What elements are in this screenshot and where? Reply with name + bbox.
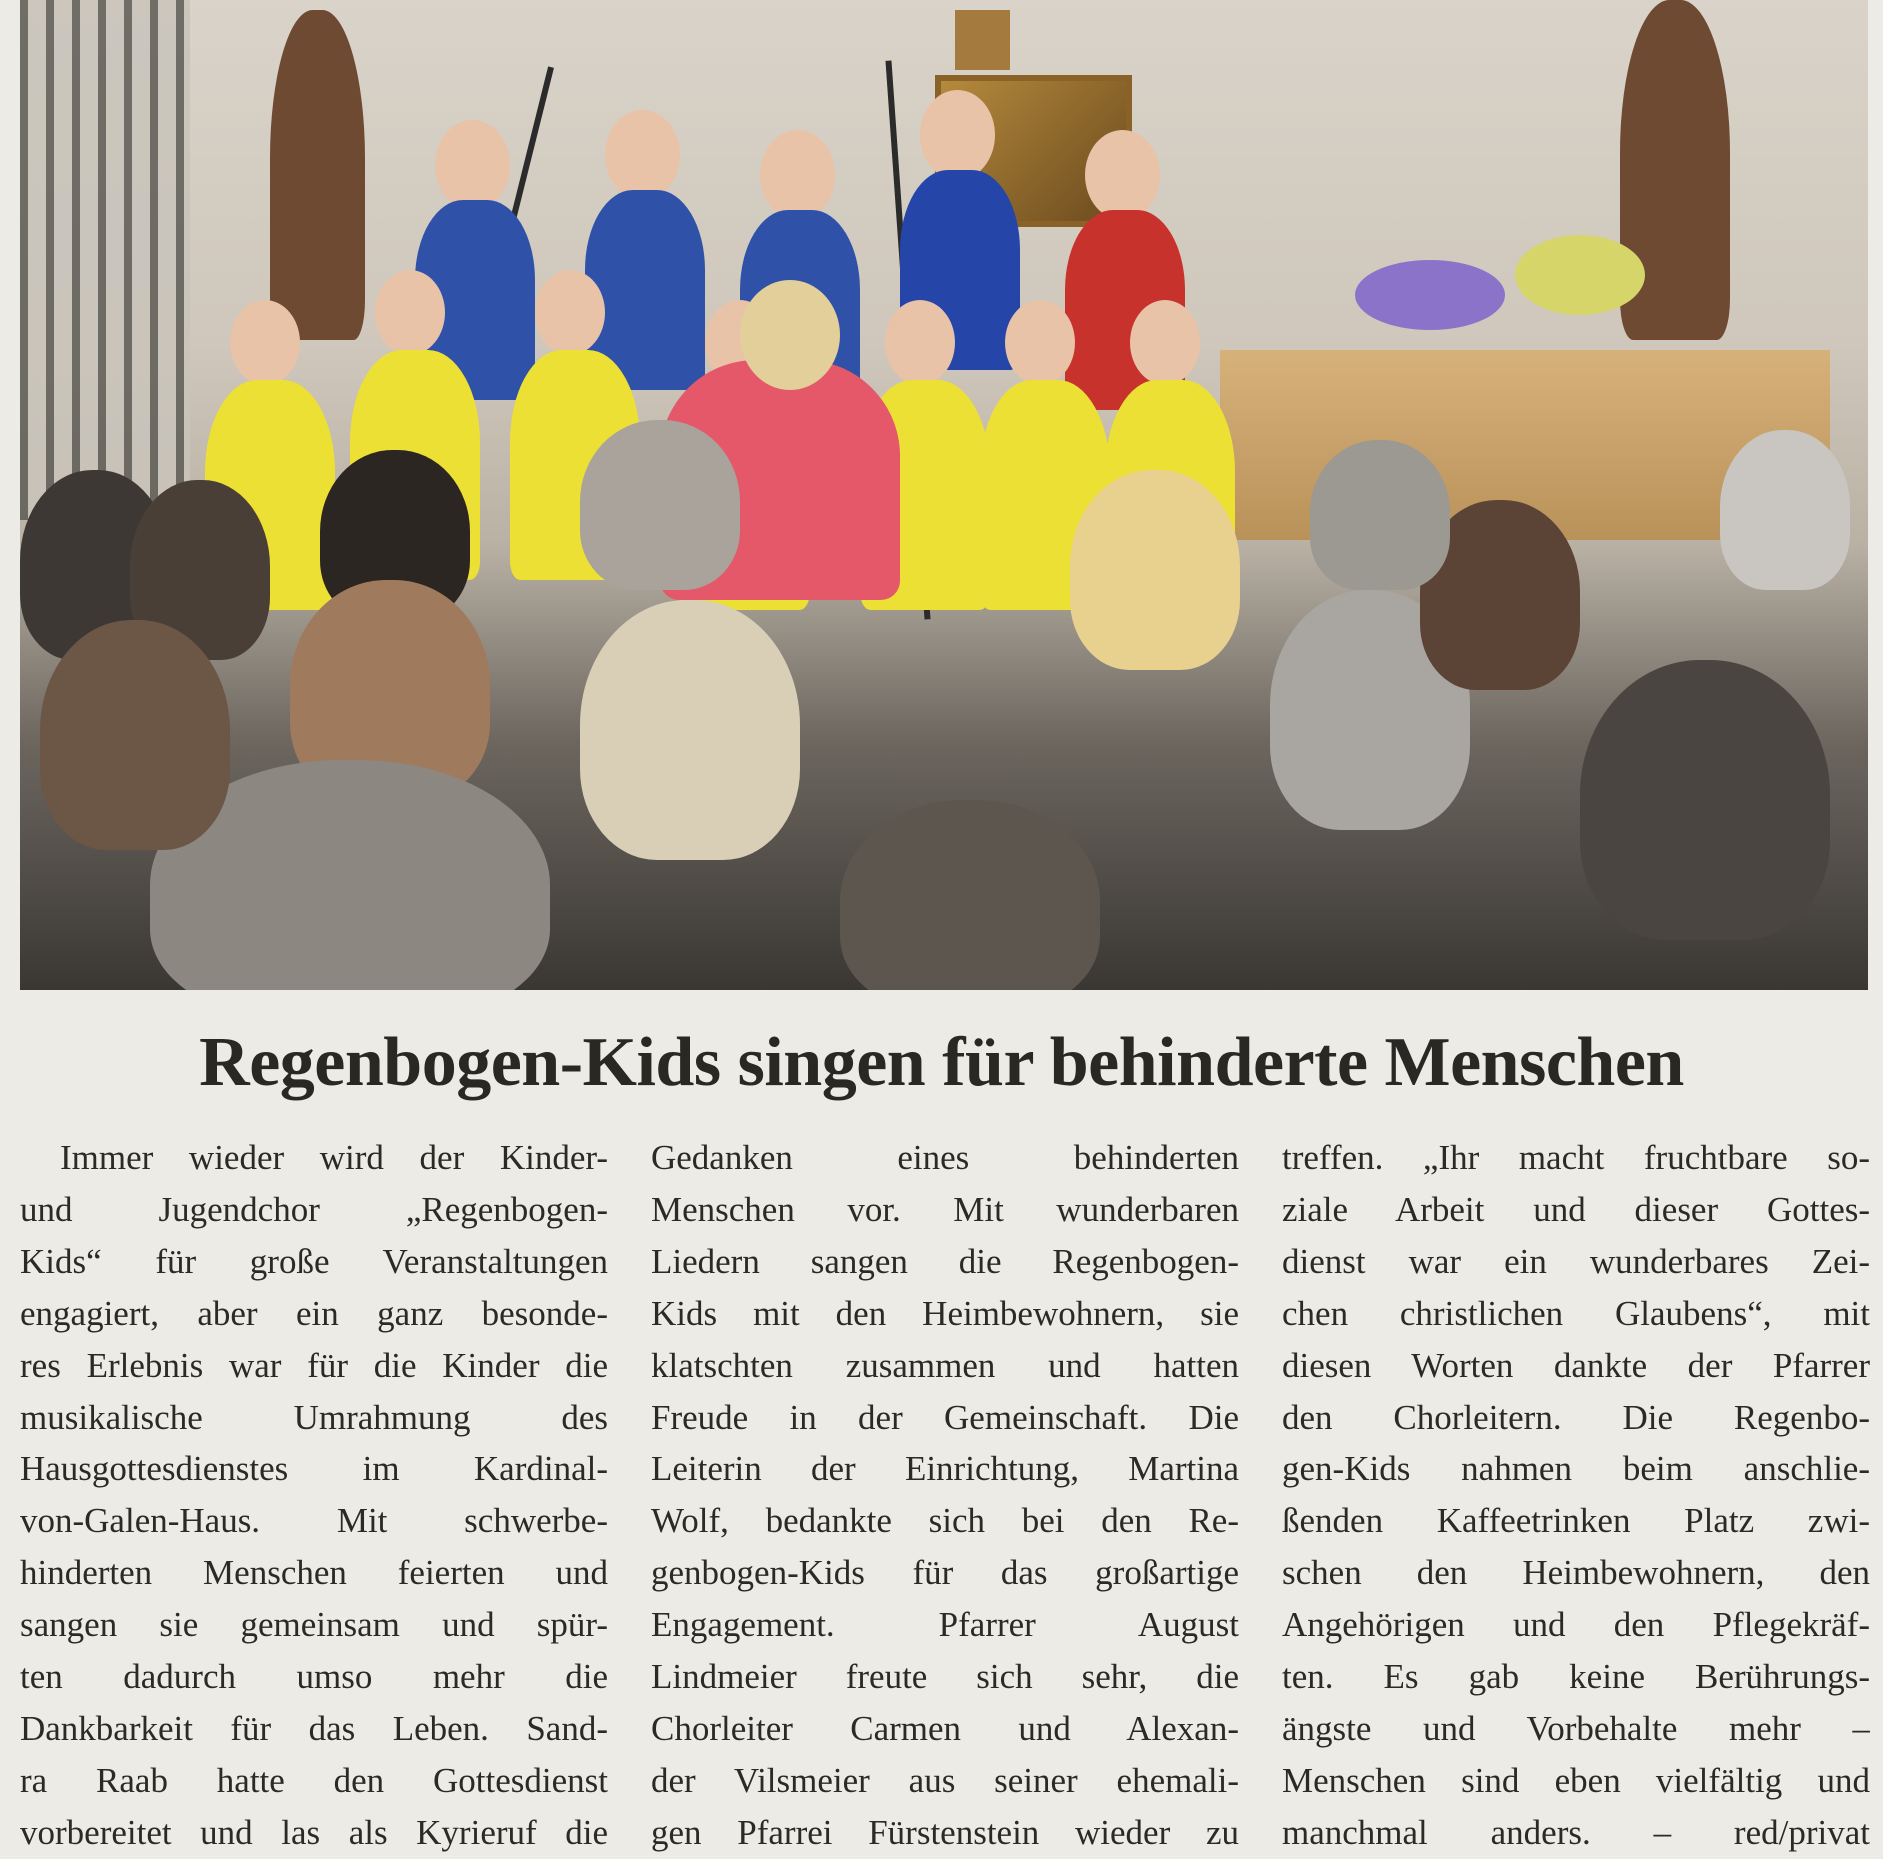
article-text-line: chen christlichen Glaubens“, mit [1282, 1293, 1870, 1333]
photo-singer-head [1130, 300, 1200, 385]
choir-performance-photo [20, 0, 1868, 990]
article-text-line: Kids“ für große Veranstaltungen [20, 1241, 608, 1281]
article-text-line: ten dadurch umso mehr die [20, 1657, 608, 1697]
photo-singer-head [885, 300, 955, 385]
photo-singer-head [920, 90, 995, 180]
photo-conductor-head [740, 280, 840, 390]
article-column-2 [651, 1132, 1239, 1859]
article-text-line: manchmal anders. – red/privat [1282, 1812, 1870, 1852]
photo-altar-cross [955, 10, 1010, 70]
article-text-line: res Erlebnis war für die Kinder die [20, 1345, 608, 1385]
article-text-line: Gedanken eines behinderten [651, 1138, 1239, 1177]
photo-singer-head [605, 110, 680, 200]
article-column-1 [20, 1132, 608, 1859]
photo-window-blinds [20, 0, 190, 520]
article-text-line: ängste und Vorbehalte mehr – [1282, 1708, 1870, 1748]
article-text-line: Freude in der Gemeinschaft. Die [651, 1397, 1239, 1437]
article-text-line: klatschten zusammen und hatten [651, 1345, 1239, 1385]
photo-singer-head [230, 300, 300, 385]
photo-audience-head [840, 800, 1100, 990]
article-text-line: engagiert, aber ein ganz besonde- [20, 1293, 608, 1333]
photo-statue-left [270, 10, 365, 340]
article-text-line: Lindmeier freute sich sehr, die [651, 1657, 1239, 1697]
article-text-line: und Jugendchor „Regenbogen- [20, 1189, 608, 1229]
article-text-line: Chorleiter Carmen und Alexan- [651, 1708, 1239, 1748]
article-text-line: gen Pfarrei Fürstenstein wieder zu [651, 1812, 1239, 1852]
photo-audience-head [1720, 430, 1850, 590]
photo-audience-head [1310, 440, 1450, 590]
article-text-line: Angehörigen und den Pflegekräf- [1282, 1605, 1870, 1645]
article-text-line: schen den Heimbewohnern, den [1282, 1553, 1870, 1593]
photo-audience-head [580, 420, 740, 590]
article-text-line: Liedern sangen die Regenbogen- [651, 1241, 1239, 1281]
photo-flowers-purple [1355, 260, 1505, 330]
article-text-line: den Chorleitern. Die Regenbo- [1282, 1397, 1870, 1437]
photo-singer-head [435, 120, 510, 210]
photo-singer-head [375, 270, 445, 355]
article-text-line: musikalische Umrahmung des [20, 1397, 608, 1437]
photo-singer-head [1005, 300, 1075, 385]
article-text-line: Engagement. Pfarrer August [651, 1605, 1239, 1645]
photo-audience-head [1070, 470, 1240, 670]
article-text-line: treffen. „Ihr macht fruchtbare so- [1282, 1138, 1870, 1177]
photo-audience-head [580, 600, 800, 860]
article-column-3 [1282, 1132, 1870, 1859]
photo-audience-head [40, 620, 230, 850]
article-text-line: Hausgottesdienstes im Kardinal- [20, 1449, 608, 1489]
article-text-line: ten. Es gab keine Berührungs- [1282, 1657, 1870, 1697]
photo-flowers-yellow [1515, 235, 1645, 315]
article-text-line: vorbereitet und las als Kyrieruf die [20, 1812, 608, 1852]
article-text-line: Wolf, bedankte sich bei den Re- [651, 1501, 1239, 1541]
article-text-line: Menschen sind eben vielfältig und [1282, 1760, 1870, 1800]
photo-singer-head [535, 270, 605, 355]
article-text-line: sangen sie gemeinsam und spür- [20, 1605, 608, 1645]
article-text-line: Kids mit den Heimbewohnern, sie [651, 1293, 1239, 1333]
article-text-line: Immer wieder wird der Kinder- [60, 1138, 608, 1177]
article-text-line: ßenden Kaffeetrinken Platz zwi- [1282, 1501, 1870, 1541]
photo-audience-head [1580, 660, 1830, 940]
article-text-line: ra Raab hatte den Gottesdienst [20, 1760, 608, 1800]
article-text-line: hinderten Menschen feierten und [20, 1553, 608, 1593]
article-text-line: gen-Kids nahmen beim anschlie- [1282, 1449, 1870, 1489]
article-text-line: Menschen vor. Mit wunderbaren [651, 1189, 1239, 1229]
article-text-line: genbogen-Kids für das großartige [651, 1553, 1239, 1593]
photo-singer-head [1085, 130, 1160, 220]
article-headline: Regenbogen-Kids singen für behinderte Menschen [199, 1024, 1684, 1101]
article-text-line: der Vilsmeier aus seiner ehemali- [651, 1760, 1239, 1800]
article-text-line: von-Galen-Haus. Mit schwerbe- [20, 1501, 608, 1541]
photo-singer-head [760, 130, 835, 220]
article-text-line: dienst war ein wunderbares Zei- [1282, 1241, 1870, 1281]
article-text-line: Dankbarkeit für das Leben. Sand- [20, 1708, 608, 1748]
article-text-line: ziale Arbeit und dieser Gottes- [1282, 1189, 1870, 1229]
article-text-line: diesen Worten dankte der Pfarrer [1282, 1345, 1870, 1385]
article-text-line: Leiterin der Einrichtung, Martina [651, 1449, 1239, 1489]
